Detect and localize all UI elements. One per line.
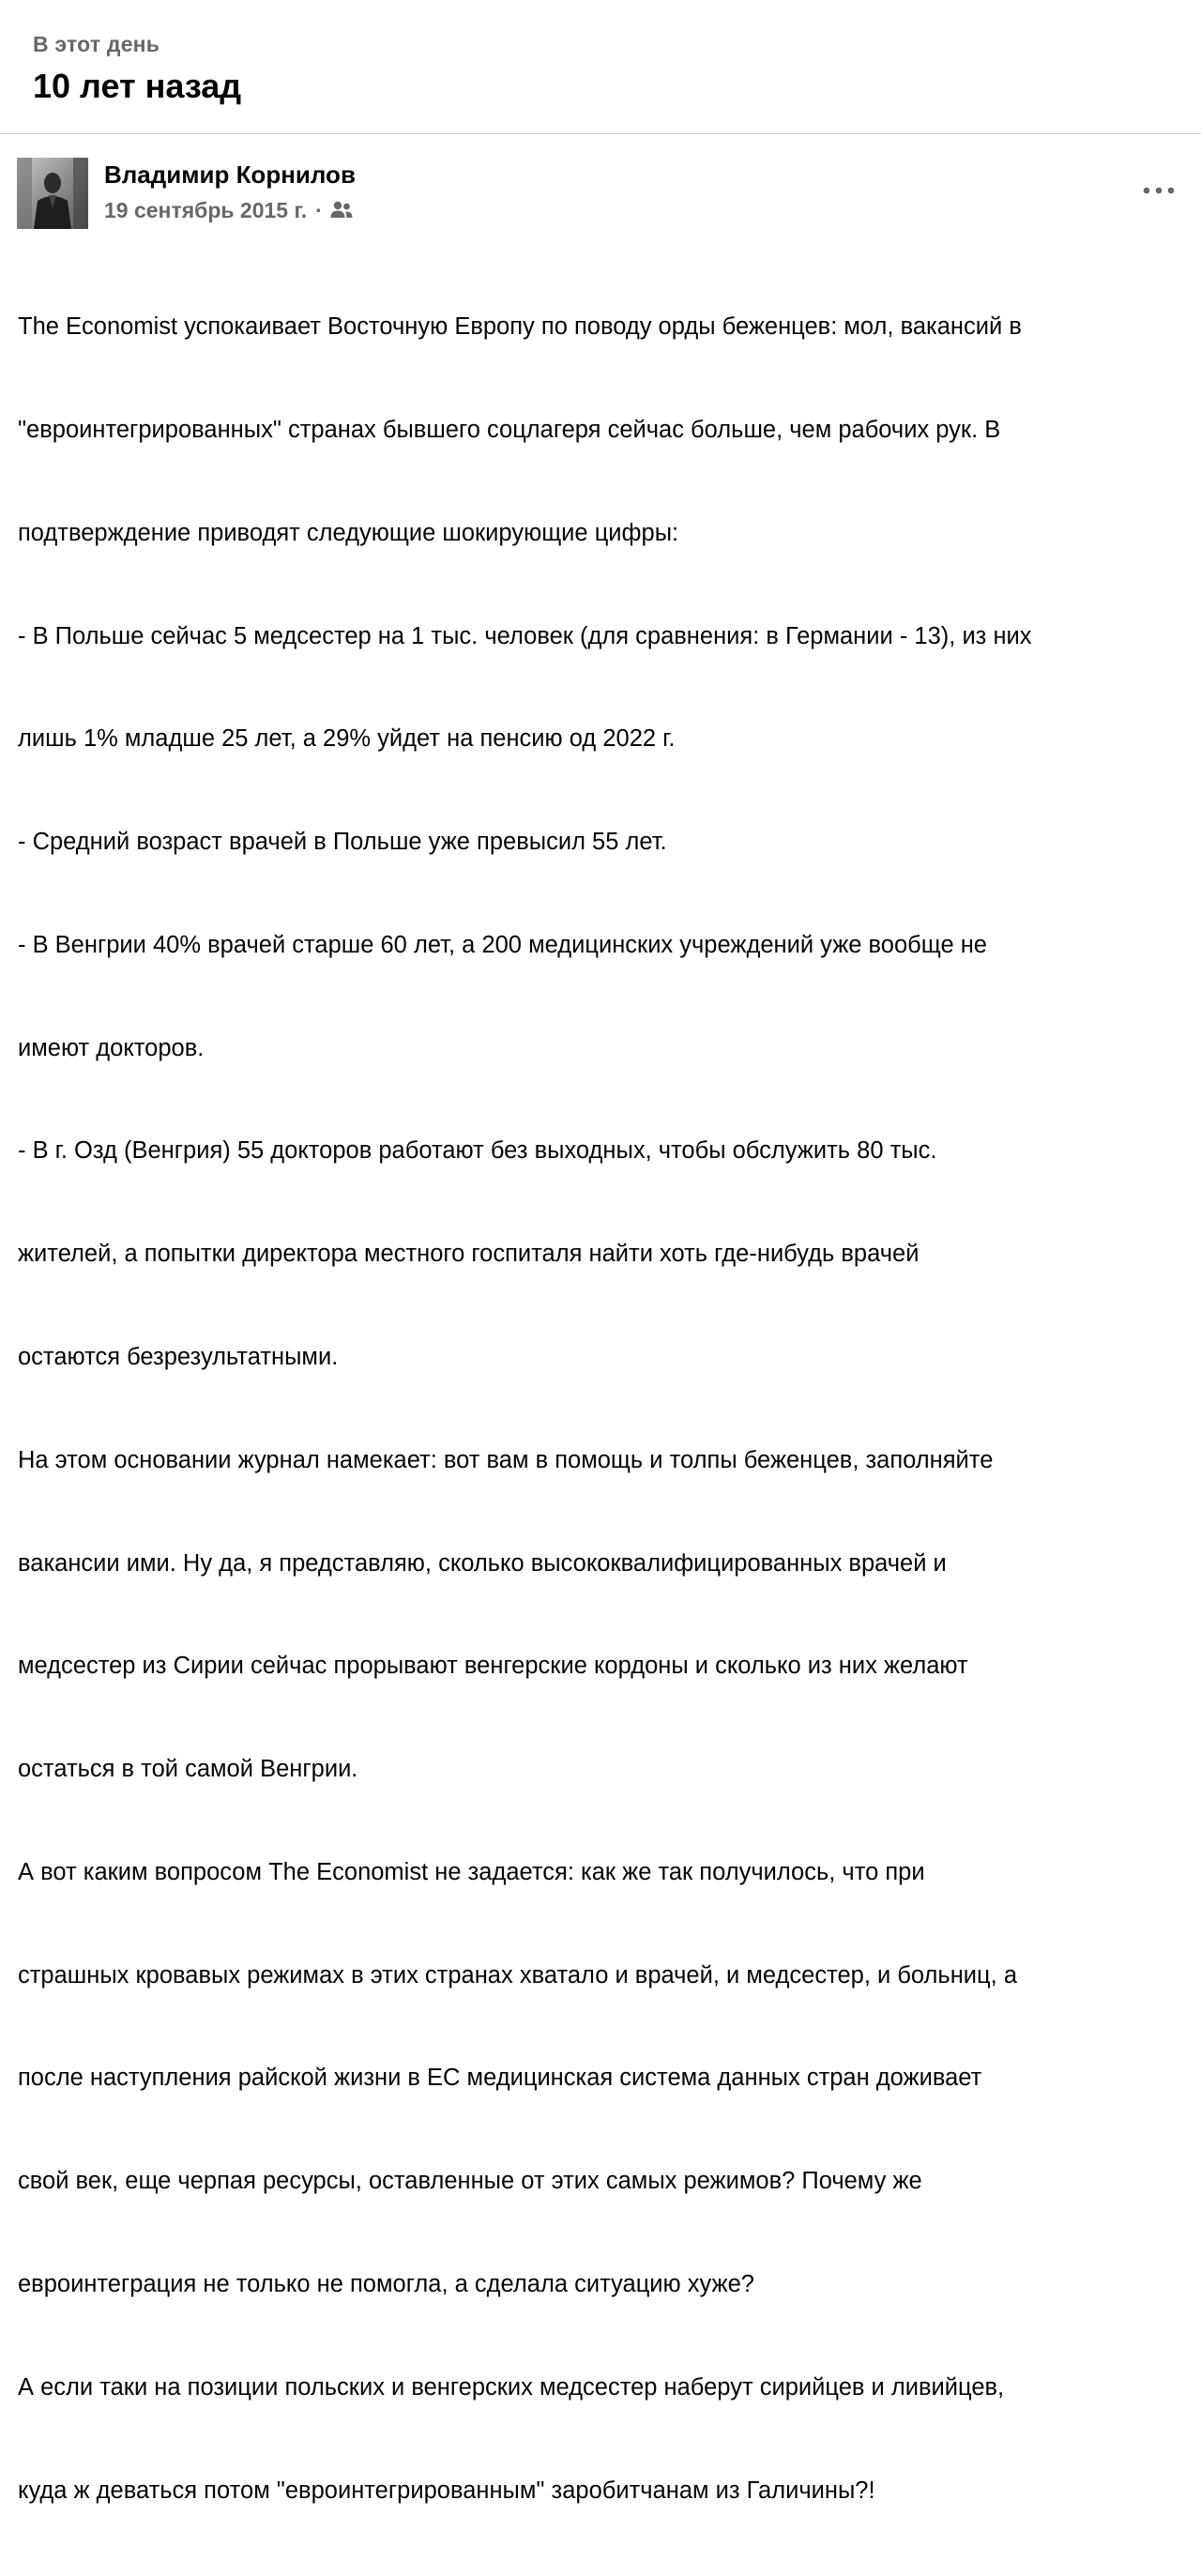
post-text bbox=[18, 241, 1191, 2576]
post-text-line: - В Венгрии 40% врачей старше 60 лет, а 200 медицинских учреждений уже вообще не bbox=[18, 931, 987, 958]
post-text-line: лишь 1% младше 25 лет, а 29% уйдет на пенсию од 2022 г. bbox=[18, 725, 676, 753]
post-text-line: евроинтеграция не только не помогла, а сделала ситуацию хуже? bbox=[18, 2271, 754, 2298]
post-text-line: жителей, а попытки директора местного госпиталя найти хоть где-нибудь врачей bbox=[18, 1241, 920, 1268]
post-text-line: "евроинтегрированных" странах бывшего соцлагеря сейчас больше, чем рабочих рук. В bbox=[18, 416, 1001, 443]
memory-header bbox=[0, 0, 1201, 134]
memory-title: 10 лет назад bbox=[33, 67, 242, 105]
post-text-line: медсестер из Сирии сейчас прорывают венгерские кордоны и сколько из них желают bbox=[18, 1653, 968, 1680]
avatar[interactable] bbox=[17, 158, 88, 229]
avatar-photo bbox=[17, 158, 88, 229]
author-name[interactable]: Владимир Корнилов bbox=[104, 160, 356, 189]
post-text-line: после наступления райской жизни в ЕС медицинская система данных стран доживает bbox=[18, 2065, 982, 2092]
post-text-line: А если таки на позиции польских и венгерских медсестер наберут сирийцев и ливийцев, bbox=[18, 2373, 1005, 2401]
more-horizontal-icon bbox=[1143, 187, 1175, 194]
post-text-line: куда ж деваться потом "евроинтегрированным" заробитчанам из Галичины?! bbox=[18, 2477, 875, 2504]
post-text-line: На этом основании журнал намекает: вот вам в помощь и толпы беженцев, заполняйте bbox=[18, 1446, 994, 1473]
post-text-line: имеют докторов. bbox=[18, 1034, 205, 1061]
post-text-line: А вот каким вопросом The Economist не задается: как же так получилось, что при bbox=[18, 1858, 925, 1885]
post-text-line: вакансии ими. Ну да, я представляю, сколько высококвалифицированных врачей и bbox=[18, 1549, 947, 1577]
friends-icon[interactable] bbox=[329, 200, 354, 221]
post-text-line: подтверждение приводят следующие шокирующие цифры: bbox=[18, 519, 679, 546]
post-text-line: - Средний возраст врачей в Польше уже превысил 55 лет. bbox=[18, 829, 667, 856]
meta-separator: · bbox=[315, 197, 323, 222]
memory-label: В этот день bbox=[33, 32, 160, 56]
post-date[interactable]: 19 сентябрь 2015 г. bbox=[104, 197, 308, 222]
post-text-line: остаются безрезультатными. bbox=[18, 1344, 339, 1370]
post-text-line: свой век, еще черпая ресурсы, оставленные от этих самых режимов? Почему же bbox=[18, 2168, 922, 2195]
post-text-line: страшных кровавых режимах в этих странах хватало и врачей, и медсестер, и больниц, а bbox=[18, 1961, 1017, 1989]
post-text-line: остаться в той самой Венгрии. bbox=[18, 1756, 358, 1783]
post-text-line: - В Польше сейчас 5 медсестер на 1 тыс. человек (для сравнения: в Германии - 13), из них bbox=[18, 622, 1032, 649]
post-text-line: - В г. Озд (Венгрия) 55 докторов работают без выходных, чтобы обслужить 80 тыс. bbox=[18, 1137, 937, 1165]
more-options-button[interactable] bbox=[1139, 177, 1178, 204]
post-meta bbox=[104, 196, 354, 224]
post-card bbox=[0, 134, 1201, 2504]
post-text-line: The Economist успокаивает Восточную Европу по поводу орды беженцев: мол, вакансий в bbox=[18, 313, 1022, 341]
